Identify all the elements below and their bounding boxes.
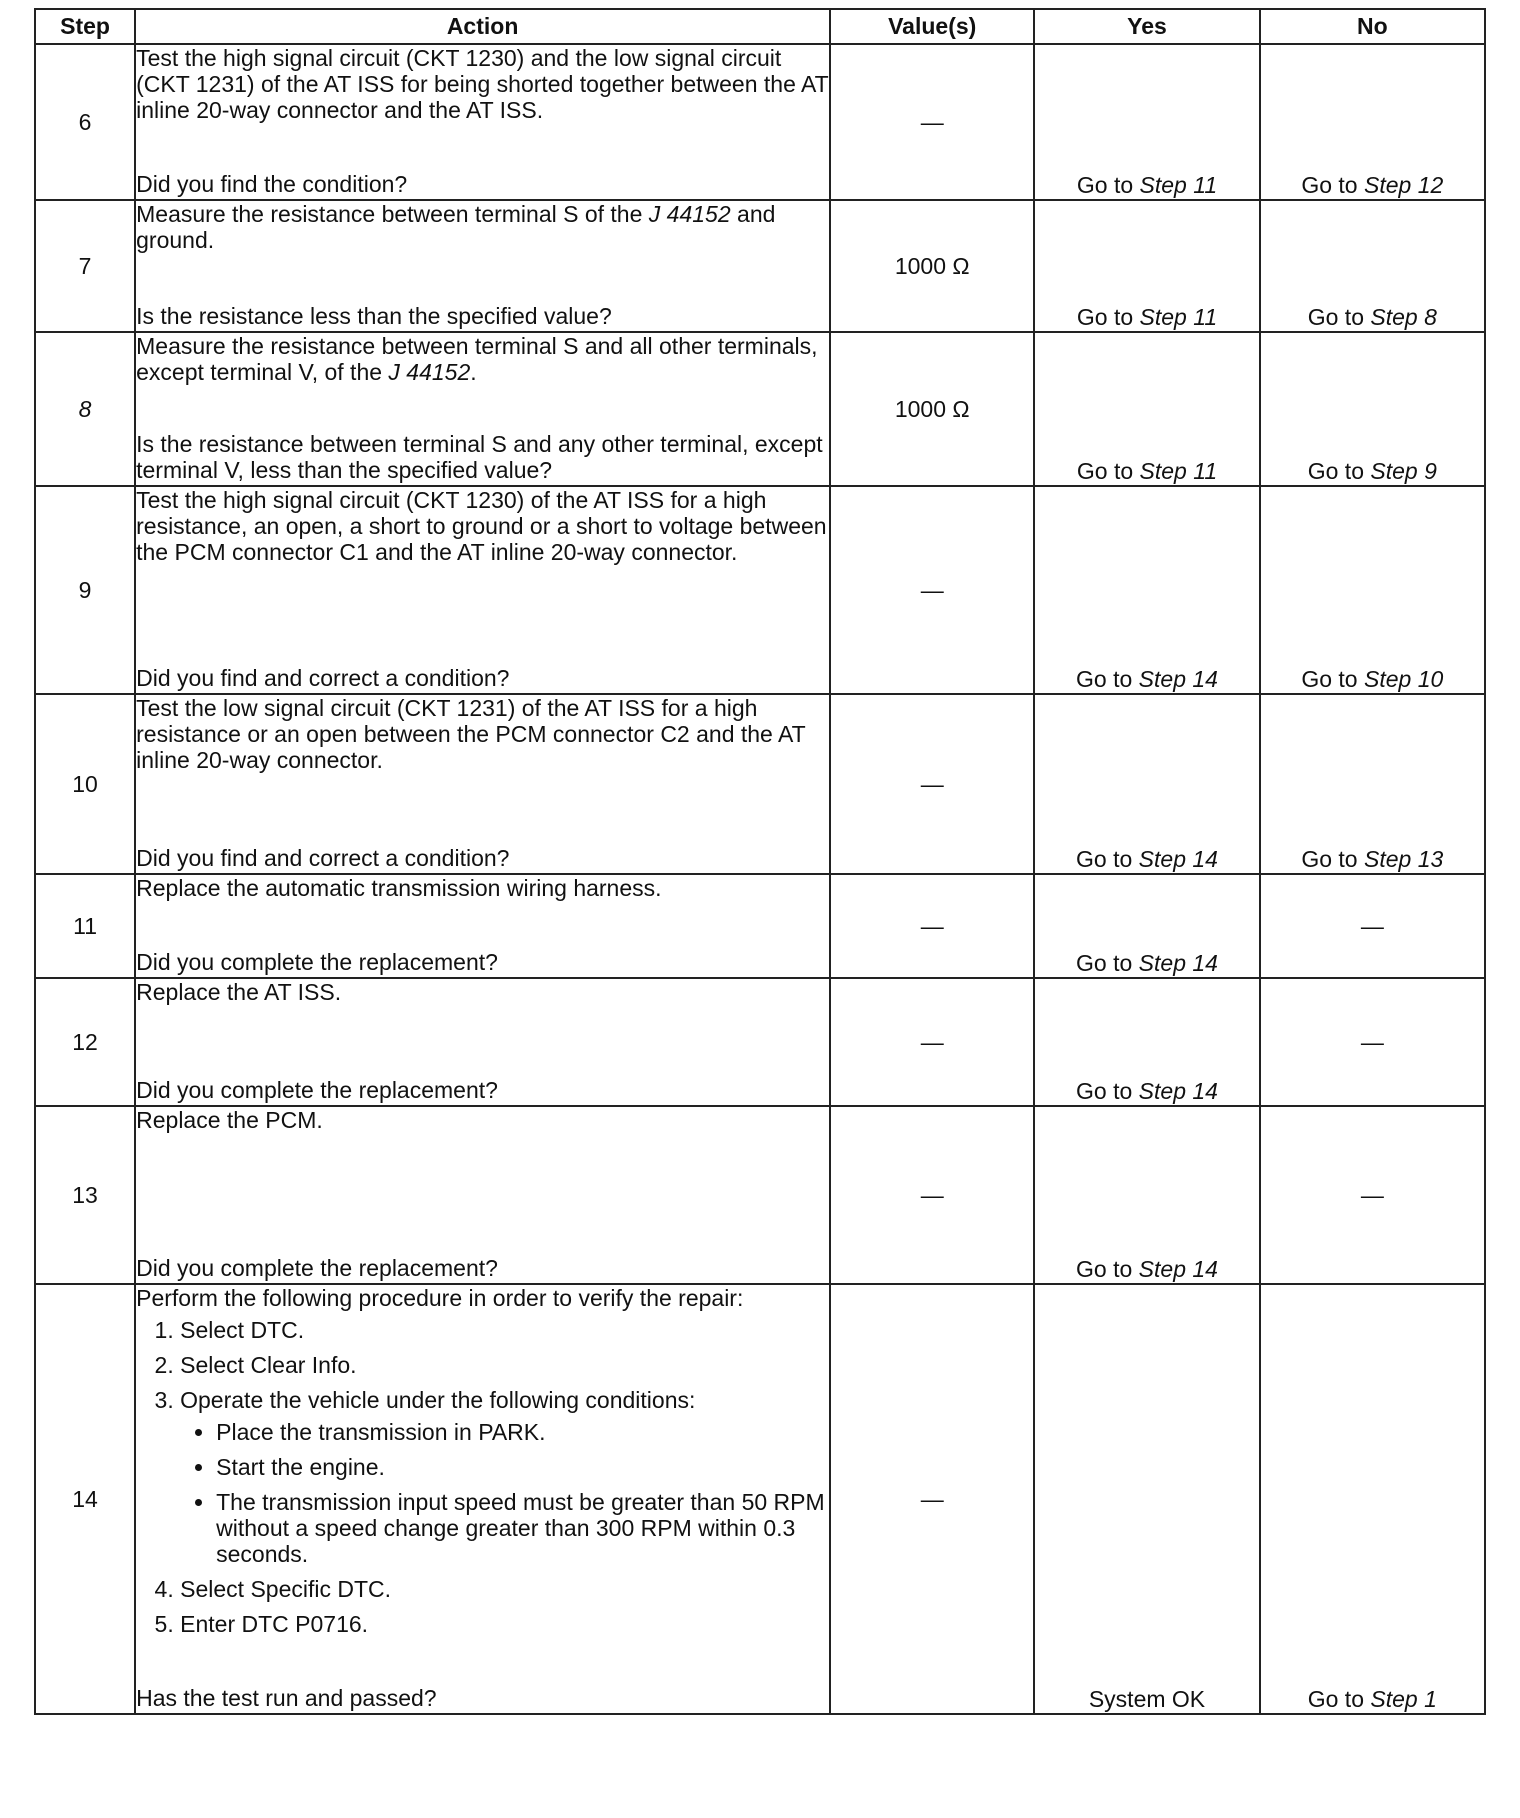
procedure-list [136,1317,829,1646]
no-cell: Go to Step 8 [1260,200,1485,332]
no-cell: — [1260,874,1485,978]
yes-step-link[interactable]: 14 [1192,666,1218,692]
action-cell [135,44,830,200]
value-cell: — [830,1284,1034,1714]
value-cell: — [830,874,1034,978]
no-cell: Go to Step 12 [1260,44,1485,200]
step-number: 7 [35,200,135,332]
question-text: Has the test run and passed? [136,1685,437,1711]
header-action: Action [135,9,830,44]
no-cell: Go to Step 9 [1260,332,1485,486]
yes-cell: Go to Step 14 [1034,1106,1259,1284]
no-step-link[interactable]: 10 [1417,666,1444,692]
action-text: Replace the AT ISS. [136,979,342,1005]
no-cell: — [1260,978,1485,1106]
action-cell [135,200,830,332]
table-row [35,874,1485,978]
no-step-link[interactable]: 13 [1417,846,1444,872]
value-cell: — [830,44,1034,200]
question-text: Did you find the condition? [136,171,408,197]
yes-step-link[interactable]: 14 [1192,1078,1218,1104]
no-cell: Go to Step 10 [1260,486,1485,694]
value-cell: 1000 Ω [830,200,1034,332]
step-number: 13 [35,1106,135,1284]
action-cell [135,1106,830,1284]
step-number: 9 [35,486,135,694]
yes-step-link[interactable]: 11 [1193,304,1218,330]
value-cell: — [830,1106,1034,1284]
procedure-step: 4. Select Specific DTC. [180,1576,829,1602]
step-number: 6 [35,44,135,200]
action-text: Test the low signal circuit (CKT 1231) of the AT ISS for a high resistance or an open between the PCM connector C2 and the AT inline 20-way connector. [136,695,806,773]
table-row [35,486,1485,694]
condition-item: • The transmission input speed must be greater than 50 RPM without a speed change greater than 300 RPM within 0.3 seconds. [216,1489,829,1567]
procedure-step: 3. Operate the vehicle under the following conditions: • Place the transmission in PARK. • Start the engine. • The transmission input speed must be greater than 50 RPM without a speed change greater than 300 RPM within 0.3 seconds. [180,1387,829,1567]
header-yes: Yes [1034,9,1259,44]
action-cell [135,978,830,1106]
question-text: Did you complete the replacement? [136,949,498,975]
table-row [35,1106,1485,1284]
no-step-link[interactable]: 9 [1424,458,1437,484]
yes-cell: Go to Step 14 [1034,486,1259,694]
yes-step-link[interactable]: 14 [1192,1256,1218,1282]
tool-reference: J 44152 [648,201,731,227]
condition-list [180,1419,829,1567]
yes-step-link[interactable]: 14 [1192,950,1218,976]
step-number: 8 [35,332,135,486]
value-cell: — [830,486,1034,694]
table-row [35,332,1485,486]
yes-cell: Go to Step 11 [1034,200,1259,332]
question-text: Did you find and correct a condition? [136,845,510,871]
condition-item: • Start the engine. [216,1454,829,1480]
yes-cell: Go to Step 11 [1034,332,1259,486]
yes-cell: Go to Step 11 [1034,44,1259,200]
table-row [35,978,1485,1106]
yes-cell: Go to Step 14 [1034,978,1259,1106]
yes-step-link[interactable]: 14 [1192,846,1218,872]
question-text: Is the resistance between terminal S and any other terminal, except terminal V, less than the specified value? [136,431,823,483]
yes-cell: Go to Step 14 [1034,874,1259,978]
question-text: Is the resistance less than the specified value? [136,303,612,329]
yes-cell: Go to Step 14 [1034,694,1259,874]
action-cell [135,486,830,694]
step-number: 11 [35,874,135,978]
no-cell: Go to Step 1 [1260,1284,1485,1714]
action-text: Perform the following procedure in order to verify the repair: [136,1285,744,1311]
procedure-step: 2. Select Clear Info. [180,1352,829,1378]
diagnostic-table [34,8,1486,1715]
value-cell: — [830,694,1034,874]
table-row [35,44,1485,200]
tool-reference: J 44152 [388,359,471,385]
question-text: Did you find and correct a condition? [136,665,510,691]
no-cell: — [1260,1106,1485,1284]
action-cell [135,332,830,486]
no-step-link[interactable]: 12 [1417,172,1444,198]
action-text: Measure the resistance between terminal S and all other terminals, except terminal V, of the J 44152. [136,333,818,385]
table-row [35,200,1485,332]
action-cell [135,694,830,874]
no-cell: Go to Step 13 [1260,694,1485,874]
action-text: Measure the resistance between terminal S of the J 44152 and ground. [136,201,776,253]
table-row [35,1284,1485,1714]
condition-item: • Place the transmission in PARK. [216,1419,829,1445]
table-row [35,694,1485,874]
procedure-step: 5. Enter DTC P0716. [180,1611,829,1637]
step-number: 14 [35,1284,135,1714]
question-text: Did you complete the replacement? [136,1255,498,1281]
value-cell: — [830,978,1034,1106]
header-values: Value(s) [830,9,1034,44]
yes-step-link[interactable]: 11 [1193,458,1218,484]
header-row [35,9,1485,44]
action-text: Replace the automatic transmission wiring harness. [136,875,662,901]
action-cell [135,874,830,978]
yes-step-link[interactable]: 11 [1193,172,1218,198]
yes-cell: System OK [1034,1284,1259,1714]
action-text: Replace the PCM. [136,1107,323,1133]
value-cell: 1000 Ω [830,332,1034,486]
procedure-step: 1. Select DTC. [180,1317,829,1343]
no-step-link[interactable]: 1 [1424,1686,1437,1712]
question-text: Did you complete the replacement? [136,1077,498,1103]
action-text: Test the high signal circuit (CKT 1230) of the AT ISS for a high resistance, an open, a short to ground or a short to voltage between the PCM connector C1 and the AT inline 20-way connector. [136,487,827,565]
action-text: Test the high signal circuit (CKT 1230) and the low signal circuit (CKT 1231) of the AT ISS for being shorted together between the AT inline 20-way connector and the AT ISS. [136,45,829,123]
action-cell [135,1284,830,1714]
header-step: Step [35,9,135,44]
step-number: 10 [35,694,135,874]
no-step-link[interactable]: 8 [1424,304,1437,330]
step-number: 12 [35,978,135,1106]
header-no: No [1260,9,1485,44]
